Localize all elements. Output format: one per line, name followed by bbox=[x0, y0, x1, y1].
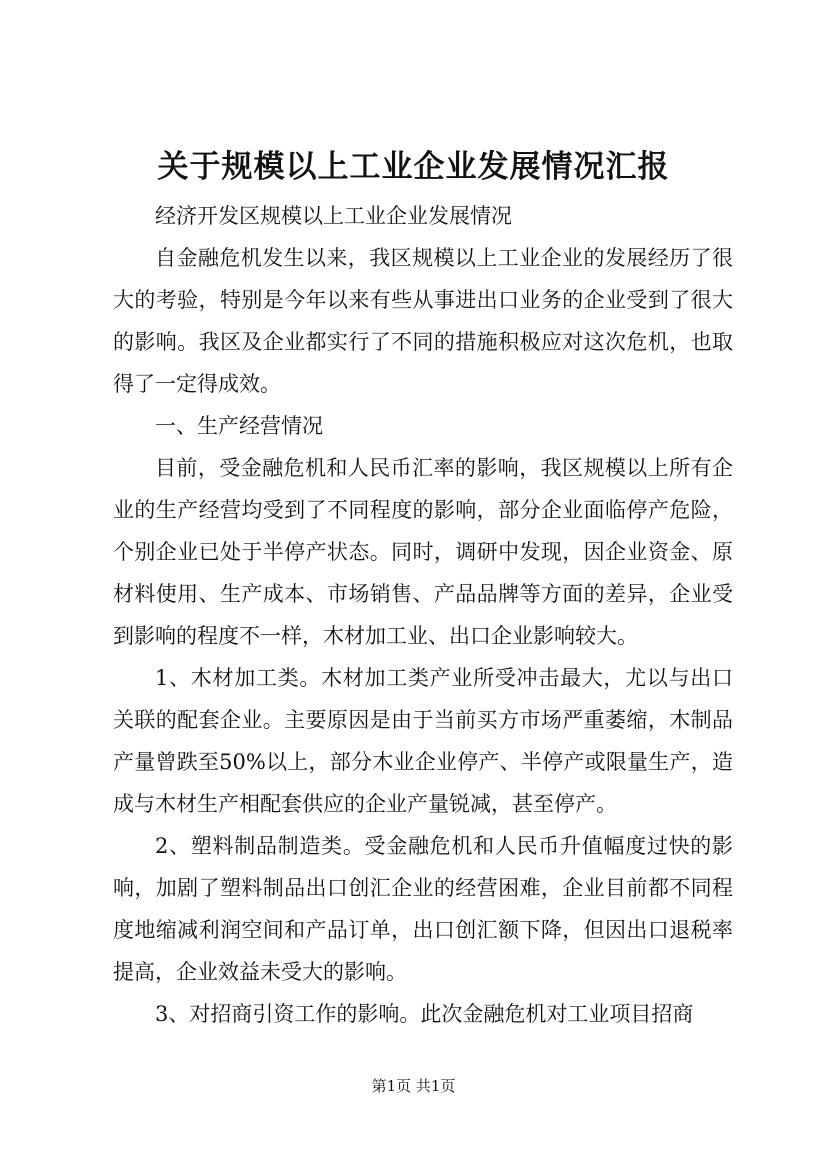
intro-paragraph: 自金融危机发生以来，我区规模以上工业企业的发展经历了很大的考验，特别是今年以来有些从事进出口业务的企业受到了很大的影响。我区及企业都实行了不同的措施积极应对这次危机，也取得了一定得成效。 bbox=[113, 246, 733, 396]
plastics-paragraph: 2、塑料制品制造类。受金融危机和人民币升值幅度过快的影响，加剧了塑料制品出口创汇企业的经营困难，企业目前都不同程度地缩减利润空间和产品订单，出口创汇额下降，但因出口退税率提高，企业效益未受大的影响。 bbox=[113, 834, 733, 984]
subtitle-paragraph: 经济开发区规模以上工业企业发展情况 bbox=[155, 204, 512, 228]
investment-paragraph: 3、对招商引资工作的影响。此次金融危机对工业项目招商 bbox=[155, 1002, 694, 1026]
document-title: 关于规模以上工业企业发展情况汇报 bbox=[157, 149, 670, 185]
section-heading: 一、生产经营情况 bbox=[155, 414, 323, 438]
overview-paragraph: 目前，受金融危机和人民币汇率的影响，我区规模以上所有企业的生产经营均受到了不同程度的影响，部分企业面临停产危险，个别企业已处于半停产状态。同时，调研中发现，因企业资金、原材料使用、生产成本、市场销售、产品品牌等方面的差异，企业受到影响的程度不一样，木材加工业、出口企业影响较大。 bbox=[113, 456, 733, 648]
document-body bbox=[113, 195, 733, 1035]
wood-processing-paragraph: 1、木材加工类。木材加工类产业所受冲击最大，尤以与出口关联的配套企业。主要原因是由于当前买方市场严重萎缩，木制品产量曾跌至50%以上，部分木业企业停产、半停产或限量生产，造成与木材生产相配套供应的企业产量锐减，甚至停产。 bbox=[113, 666, 733, 816]
page-number-footer: 第1页 共1页 bbox=[371, 1077, 456, 1095]
